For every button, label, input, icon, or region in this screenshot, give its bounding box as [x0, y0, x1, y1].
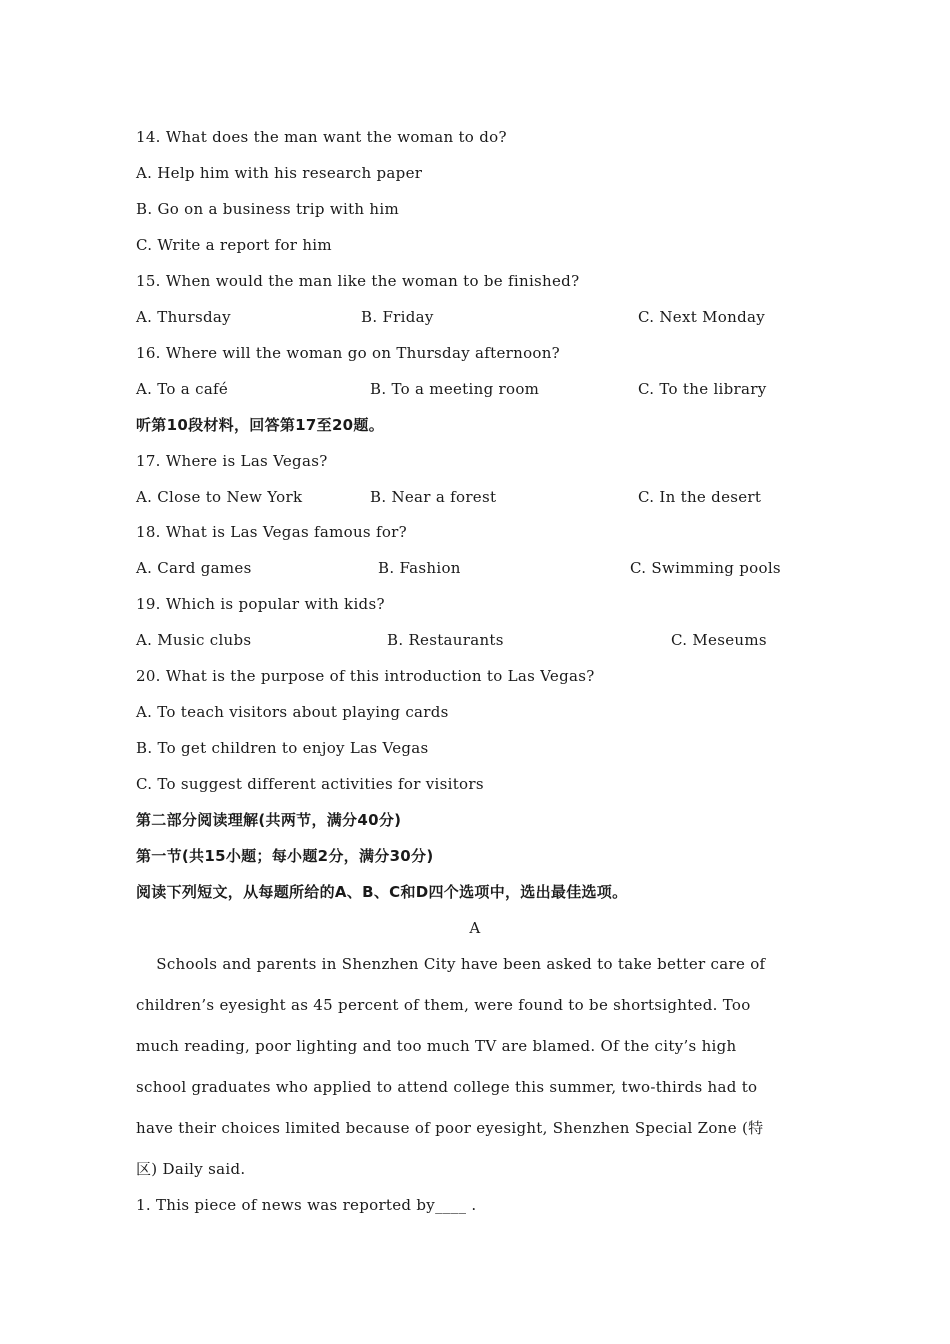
passage-line: school graduates who applied to attend college this summer, two-thirds had to: [136, 1078, 758, 1096]
question-14: 14. What does the man want the woman to do?: [136, 128, 507, 146]
option-15a: A. Thursday: [136, 308, 231, 326]
question-17: 17. Where is Las Vegas?: [136, 452, 328, 470]
option-20a: A. To teach visitors about playing cards: [136, 703, 449, 721]
passage-line: Schools and parents in Shenzhen City have been asked to take better care of: [136, 955, 766, 973]
option-20b: B. To get children to enjoy Las Vegas: [136, 739, 429, 757]
option-19c: C. Meseums: [671, 631, 767, 649]
option-14a: A. Help him with his research paper: [136, 164, 423, 182]
option-16a: A. To a café: [136, 380, 229, 398]
option-16b: B. To a meeting room: [370, 380, 540, 398]
option-18b: B. Fashion: [378, 559, 461, 577]
option-15b: B. Friday: [361, 308, 434, 326]
option-16c: C. To the library: [638, 380, 767, 398]
question-19: 19. Which is popular with kids?: [136, 595, 385, 613]
question-20: 20. What is the purpose of this introduction to Las Vegas?: [136, 667, 595, 685]
question-18: 18. What is Las Vegas famous for?: [136, 523, 407, 541]
passage-line: children’s eyesight as 45 percent of them, were found to be shortsighted. Too: [136, 996, 751, 1014]
reading-instruction: 阅读下列短文，从每题所给的A、B、C和D四个选项中，选出最佳选项。: [136, 883, 628, 901]
passage-line: 区) Daily said.: [136, 1160, 246, 1178]
option-19a: A. Music clubs: [136, 631, 252, 649]
option-18a: A. Card games: [136, 559, 252, 577]
passage-line: much reading, poor lighting and too much TV are blamed. Of the city’s high: [136, 1037, 737, 1055]
option-19b: B. Restaurants: [387, 631, 504, 649]
option-17c: C. In the desert: [638, 488, 762, 506]
option-17a: A. Close to New York: [136, 488, 303, 506]
question-16: 16. Where will the woman go on Thursday afternoon?: [136, 344, 561, 362]
question-1: 1. This piece of news was reported by____ .: [136, 1196, 477, 1214]
passage-line: have their choices limited because of poor eyesight, Shenzhen Special Zone (特: [136, 1119, 764, 1137]
option-15c: C. Next Monday: [638, 308, 766, 326]
option-18c: C. Swimming pools: [630, 559, 781, 577]
section-1-title: 第一节(共15小题；每小题2分，满分30分): [136, 847, 434, 865]
section-10-heading: 听第10段材料，回答第17至20题。: [136, 416, 385, 434]
option-14b: B. Go on a business trip with him: [136, 200, 400, 218]
option-14c: C. Write a report for him: [136, 236, 332, 254]
option-20c: C. To suggest different activities for visitors: [136, 775, 484, 793]
question-15: 15. When would the man like the woman to be finished?: [136, 272, 580, 290]
passage-label: A: [469, 919, 481, 937]
option-17b: B. Near a forest: [370, 488, 497, 506]
part-2-title: 第二部分阅读理解(共两节，满分40分): [136, 811, 402, 829]
